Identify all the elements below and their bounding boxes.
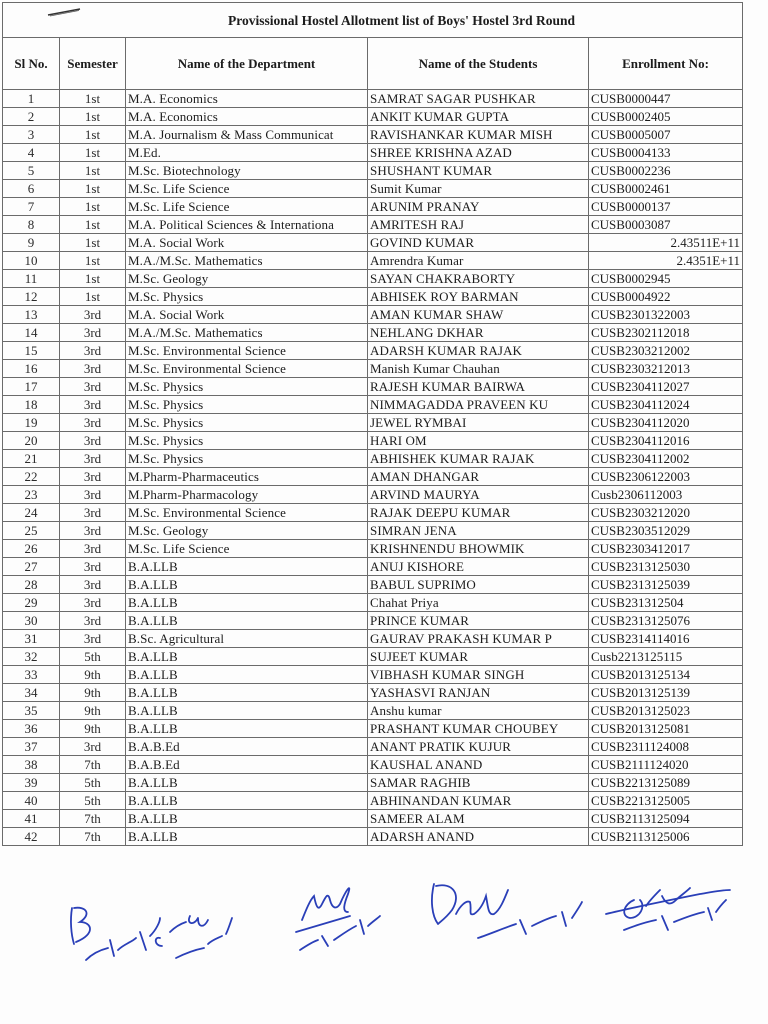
cell-department: B.A.B.Ed [126,738,368,756]
cell-department: M.A. Social Work [126,234,368,252]
cell-department: B.A.B.Ed [126,756,368,774]
cell-department: M.Sc. Environmental Science [126,360,368,378]
cell-sl-no: 19 [3,414,60,432]
cell-department: M.A. Economics [126,108,368,126]
cell-enrollment-no: Cusb2306112003 [589,486,743,504]
cell-enrollment-no: CUSB0002236 [589,162,743,180]
signature-1 [71,908,232,960]
cell-semester: 3rd [60,594,126,612]
cell-department: B.A.LLB [126,594,368,612]
table-row [3,108,743,126]
cell-semester: 3rd [60,306,126,324]
table-row [3,756,743,774]
cell-semester: 3rd [60,360,126,378]
cell-department: M.Sc. Life Science [126,198,368,216]
cell-department: M.A. Economics [126,90,368,108]
cell-student-name: SAYAN CHAKRABORTY [368,270,589,288]
cell-semester: 3rd [60,342,126,360]
allotment-table [2,2,743,846]
cell-sl-no: 33 [3,666,60,684]
header-student-name: Name of the Students [368,38,589,90]
cell-department: M.Sc. Environmental Science [126,342,368,360]
cell-student-name: ABHINANDAN KUMAR [368,792,589,810]
cell-semester: 3rd [60,324,126,342]
table-row [3,234,743,252]
cell-enrollment-no: CUSB0004922 [589,288,743,306]
cell-sl-no: 35 [3,702,60,720]
table-row [3,720,743,738]
cell-sl-no: 34 [3,684,60,702]
cell-enrollment-no: CUSB0005007 [589,126,743,144]
cell-enrollment-no: CUSB2314114016 [589,630,743,648]
cell-student-name: Anshu kumar [368,702,589,720]
table-row [3,792,743,810]
cell-sl-no: 23 [3,486,60,504]
signature-2 [296,888,380,950]
cell-sl-no: 42 [3,828,60,846]
cell-department: M.A. Journalism & Mass Communicat [126,126,368,144]
table-row [3,216,743,234]
cell-enrollment-no: CUSB2304112027 [589,378,743,396]
cell-semester: 1st [60,234,126,252]
cell-department: B.A.LLB [126,828,368,846]
cell-student-name: ARVIND MAURYA [368,486,589,504]
cell-department: B.A.LLB [126,684,368,702]
cell-enrollment-no: CUSB2013125023 [589,702,743,720]
cell-sl-no: 15 [3,342,60,360]
cell-sl-no: 39 [3,774,60,792]
cell-student-name: RAJESH KUMAR BAIRWA [368,378,589,396]
table-row [3,630,743,648]
table-row [3,144,743,162]
cell-semester: 1st [60,270,126,288]
cell-sl-no: 10 [3,252,60,270]
cell-student-name: ADARSH KUMAR RAJAK [368,342,589,360]
cell-enrollment-no: CUSB2013125139 [589,684,743,702]
table-row [3,576,743,594]
table-row [3,324,743,342]
cell-student-name: ARUNIM PRANAY [368,198,589,216]
cell-student-name: Amrendra Kumar [368,252,589,270]
table-row [3,360,743,378]
cell-department: B.A.LLB [126,612,368,630]
cell-department: M.A. Political Sciences & Internationa [126,216,368,234]
cell-sl-no: 28 [3,576,60,594]
cell-sl-no: 21 [3,450,60,468]
cell-semester: 9th [60,702,126,720]
header-enrollment-no: Enrollment No: [589,38,743,90]
cell-enrollment-no: CUSB2313125039 [589,576,743,594]
table-row [3,396,743,414]
table-row [3,270,743,288]
cell-enrollment-no: CUSB2304112020 [589,414,743,432]
cell-sl-no: 25 [3,522,60,540]
cell-semester: 3rd [60,630,126,648]
signature-4 [606,888,730,930]
cell-student-name: YASHASVI RANJAN [368,684,589,702]
cell-semester: 1st [60,216,126,234]
cell-department: B.A.LLB [126,810,368,828]
cell-enrollment-no: CUSB0002405 [589,108,743,126]
cell-department: M.Sc. Biotechnology [126,162,368,180]
cell-student-name: SUJEET KUMAR [368,648,589,666]
table-row [3,666,743,684]
cell-department: M.Sc. Life Science [126,540,368,558]
cell-enrollment-no: CUSB0000447 [589,90,743,108]
cell-semester: 3rd [60,558,126,576]
cell-student-name: AMAN KUMAR SHAW [368,306,589,324]
cell-sl-no: 9 [3,234,60,252]
cell-semester: 3rd [60,576,126,594]
cell-student-name: SIMRAN JENA [368,522,589,540]
cell-sl-no: 14 [3,324,60,342]
header-semester: Semester [60,38,126,90]
cell-student-name: SAMAR RAGHIB [368,774,589,792]
cell-semester: 3rd [60,396,126,414]
cell-sl-no: 29 [3,594,60,612]
cell-semester: 7th [60,810,126,828]
cell-semester: 1st [60,108,126,126]
cell-semester: 1st [60,144,126,162]
cell-enrollment-no: CUSB2303212002 [589,342,743,360]
cell-sl-no: 26 [3,540,60,558]
table-row [3,612,743,630]
cell-enrollment-no: 2.43511E+11 [589,234,743,252]
cell-enrollment-no: CUSB0004133 [589,144,743,162]
cell-enrollment-no: CUSB2304112016 [589,432,743,450]
cell-student-name: Sumit Kumar [368,180,589,198]
cell-enrollment-no: CUSB0000137 [589,198,743,216]
cell-department: M.Pharm-Pharmaceutics [126,468,368,486]
cell-sl-no: 3 [3,126,60,144]
cell-semester: 5th [60,774,126,792]
cell-sl-no: 41 [3,810,60,828]
cell-student-name: ANKIT KUMAR GUPTA [368,108,589,126]
table-row [3,414,743,432]
cell-sl-no: 40 [3,792,60,810]
table-row [3,810,743,828]
cell-semester: 7th [60,756,126,774]
cell-enrollment-no: CUSB2313125030 [589,558,743,576]
table-body [3,90,743,846]
cell-sl-no: 7 [3,198,60,216]
table-row [3,558,743,576]
cell-student-name: GOVIND KUMAR [368,234,589,252]
cell-semester: 1st [60,90,126,108]
cell-semester: 5th [60,792,126,810]
cell-semester: 3rd [60,504,126,522]
signature-3 [432,884,582,938]
table-row [3,774,743,792]
cell-semester: 1st [60,162,126,180]
cell-sl-no: 38 [3,756,60,774]
cell-enrollment-no: CUSB0002461 [589,180,743,198]
cell-department: M.A./M.Sc. Mathematics [126,324,368,342]
cell-semester: 3rd [60,378,126,396]
header-department: Name of the Department [126,38,368,90]
cell-enrollment-no: CUSB2113125006 [589,828,743,846]
cell-student-name: BABUL SUPRIMO [368,576,589,594]
cell-student-name: RAJAK DEEPU KUMAR [368,504,589,522]
table-row [3,594,743,612]
cell-semester: 9th [60,720,126,738]
cell-enrollment-no: CUSB2111124020 [589,756,743,774]
cell-department: M.Sc. Physics [126,450,368,468]
table-row [3,540,743,558]
cell-sl-no: 24 [3,504,60,522]
cell-department: M.Sc. Life Science [126,180,368,198]
cell-department: B.A.LLB [126,774,368,792]
cell-semester: 3rd [60,414,126,432]
table-row [3,738,743,756]
cell-enrollment-no: CUSB2304112002 [589,450,743,468]
cell-department: B.Sc. Agricultural [126,630,368,648]
cell-student-name: SHREE KRISHNA AZAD [368,144,589,162]
cell-student-name: KRISHNENDU BHOWMIK [368,540,589,558]
cell-department: M.Sc. Geology [126,522,368,540]
table-row [3,90,743,108]
cell-sl-no: 30 [3,612,60,630]
cell-student-name: ANANT PRATIK KUJUR [368,738,589,756]
cell-department: M.Sc. Environmental Science [126,504,368,522]
cell-student-name: NIMMAGADDA PRAVEEN KU [368,396,589,414]
cell-student-name: PRASHANT KUMAR CHOUBEY [368,720,589,738]
table-row [3,648,743,666]
cell-department: M.Ed. [126,144,368,162]
cell-department: M.Sc. Physics [126,396,368,414]
cell-semester: 9th [60,684,126,702]
cell-student-name: Chahat Priya [368,594,589,612]
table-row [3,450,743,468]
cell-student-name: GAURAV PRAKASH KUMAR P [368,630,589,648]
table-row [3,468,743,486]
cell-student-name: JEWEL RYMBAI [368,414,589,432]
cell-enrollment-no: CUSB2304112024 [589,396,743,414]
cell-enrollment-no: CUSB2303412017 [589,540,743,558]
cell-semester: 1st [60,180,126,198]
cell-enrollment-no: CUSB2213125005 [589,792,743,810]
cell-sl-no: 18 [3,396,60,414]
cell-semester: 3rd [60,540,126,558]
table-row [3,288,743,306]
table-row [3,180,743,198]
table-row [3,162,743,180]
cell-semester: 5th [60,648,126,666]
cell-semester: 3rd [60,432,126,450]
cell-student-name: RAVISHANKAR KUMAR MISH [368,126,589,144]
cell-enrollment-no: CUSB2213125089 [589,774,743,792]
cell-department: B.A.LLB [126,648,368,666]
cell-semester: 3rd [60,738,126,756]
cell-department: M.Sc. Physics [126,288,368,306]
cell-student-name: NEHLANG DKHAR [368,324,589,342]
cell-enrollment-no: CUSB2306122003 [589,468,743,486]
cell-student-name: ABHISHEK KUMAR RAJAK [368,450,589,468]
cell-sl-no: 17 [3,378,60,396]
cell-student-name: ANUJ KISHORE [368,558,589,576]
table-row [3,504,743,522]
table-row [3,342,743,360]
table-row [3,252,743,270]
cell-student-name: AMRITESH RAJ [368,216,589,234]
cell-sl-no: 13 [3,306,60,324]
cell-enrollment-no: CUSB2301322003 [589,306,743,324]
cell-sl-no: 20 [3,432,60,450]
cell-sl-no: 31 [3,630,60,648]
table-row [3,522,743,540]
cell-enrollment-no: CUSB2113125094 [589,810,743,828]
cell-department: B.A.LLB [126,666,368,684]
cell-department: M.Sc. Geology [126,270,368,288]
cell-semester: 7th [60,828,126,846]
table-row [3,378,743,396]
cell-semester: 1st [60,198,126,216]
cell-student-name: KAUSHAL ANAND [368,756,589,774]
cell-student-name: HARI OM [368,432,589,450]
cell-sl-no: 2 [3,108,60,126]
cell-department: M.Sc. Physics [126,414,368,432]
cell-sl-no: 16 [3,360,60,378]
cell-department: M.A./M.Sc. Mathematics [126,252,368,270]
cell-semester: 3rd [60,468,126,486]
cell-semester: 1st [60,288,126,306]
cell-department: B.A.LLB [126,576,368,594]
cell-semester: 9th [60,666,126,684]
cell-student-name: SAMEER ALAM [368,810,589,828]
cell-sl-no: 12 [3,288,60,306]
cell-department: B.A.LLB [126,792,368,810]
cell-sl-no: 11 [3,270,60,288]
cell-sl-no: 6 [3,180,60,198]
cell-department: M.Sc. Physics [126,378,368,396]
table-row [3,306,743,324]
page-title: Provissional Hostel Allotment list of Boys' Hostel 3rd Round [3,3,743,38]
cell-semester: 1st [60,126,126,144]
cell-semester: 3rd [60,522,126,540]
table-row [3,702,743,720]
cell-enrollment-no: CUSB2313125076 [589,612,743,630]
cell-enrollment-no: CUSB2303212013 [589,360,743,378]
cell-semester: 3rd [60,486,126,504]
cell-department: B.A.LLB [126,702,368,720]
cell-department: M.A. Social Work [126,306,368,324]
cell-enrollment-no: CUSB231312504 [589,594,743,612]
cell-student-name: VIBHASH KUMAR SINGH [368,666,589,684]
cell-department: B.A.LLB [126,558,368,576]
table-row [3,126,743,144]
cell-enrollment-no: Cusb2213125115 [589,648,743,666]
cell-sl-no: 36 [3,720,60,738]
table-row [3,684,743,702]
cell-sl-no: 37 [3,738,60,756]
table-row [3,432,743,450]
cell-semester: 3rd [60,450,126,468]
cell-semester: 3rd [60,612,126,630]
cell-enrollment-no: CUSB2013125081 [589,720,743,738]
cell-sl-no: 1 [3,90,60,108]
cell-student-name: AMAN DHANGAR [368,468,589,486]
table-row [3,198,743,216]
cell-enrollment-no: CUSB0003087 [589,216,743,234]
cell-enrollment-no: CUSB2013125134 [589,666,743,684]
cell-department: M.Pharm-Pharmacology [126,486,368,504]
cell-enrollment-no: CUSB2311124008 [589,738,743,756]
cell-student-name: PRINCE KUMAR [368,612,589,630]
cell-student-name: Manish Kumar Chauhan [368,360,589,378]
cell-sl-no: 5 [3,162,60,180]
cell-semester: 1st [60,252,126,270]
table-row [3,486,743,504]
signature-area [0,860,768,980]
cell-sl-no: 32 [3,648,60,666]
cell-student-name: SHUSHANT KUMAR [368,162,589,180]
table-row [3,828,743,846]
cell-department: M.Sc. Physics [126,432,368,450]
cell-sl-no: 4 [3,144,60,162]
header-sl-no: Sl No. [3,38,60,90]
cell-department: B.A.LLB [126,720,368,738]
cell-sl-no: 8 [3,216,60,234]
cell-enrollment-no: CUSB2302112018 [589,324,743,342]
cell-enrollment-no: CUSB2303512029 [589,522,743,540]
cell-student-name: ABHISEK ROY BARMAN [368,288,589,306]
cell-enrollment-no: CUSB0002945 [589,270,743,288]
cell-student-name: ADARSH ANAND [368,828,589,846]
cell-sl-no: 22 [3,468,60,486]
cell-student-name: SAMRAT SAGAR PUSHKAR [368,90,589,108]
cell-sl-no: 27 [3,558,60,576]
cell-enrollment-no: 2.4351E+11 [589,252,743,270]
cell-enrollment-no: CUSB2303212020 [589,504,743,522]
